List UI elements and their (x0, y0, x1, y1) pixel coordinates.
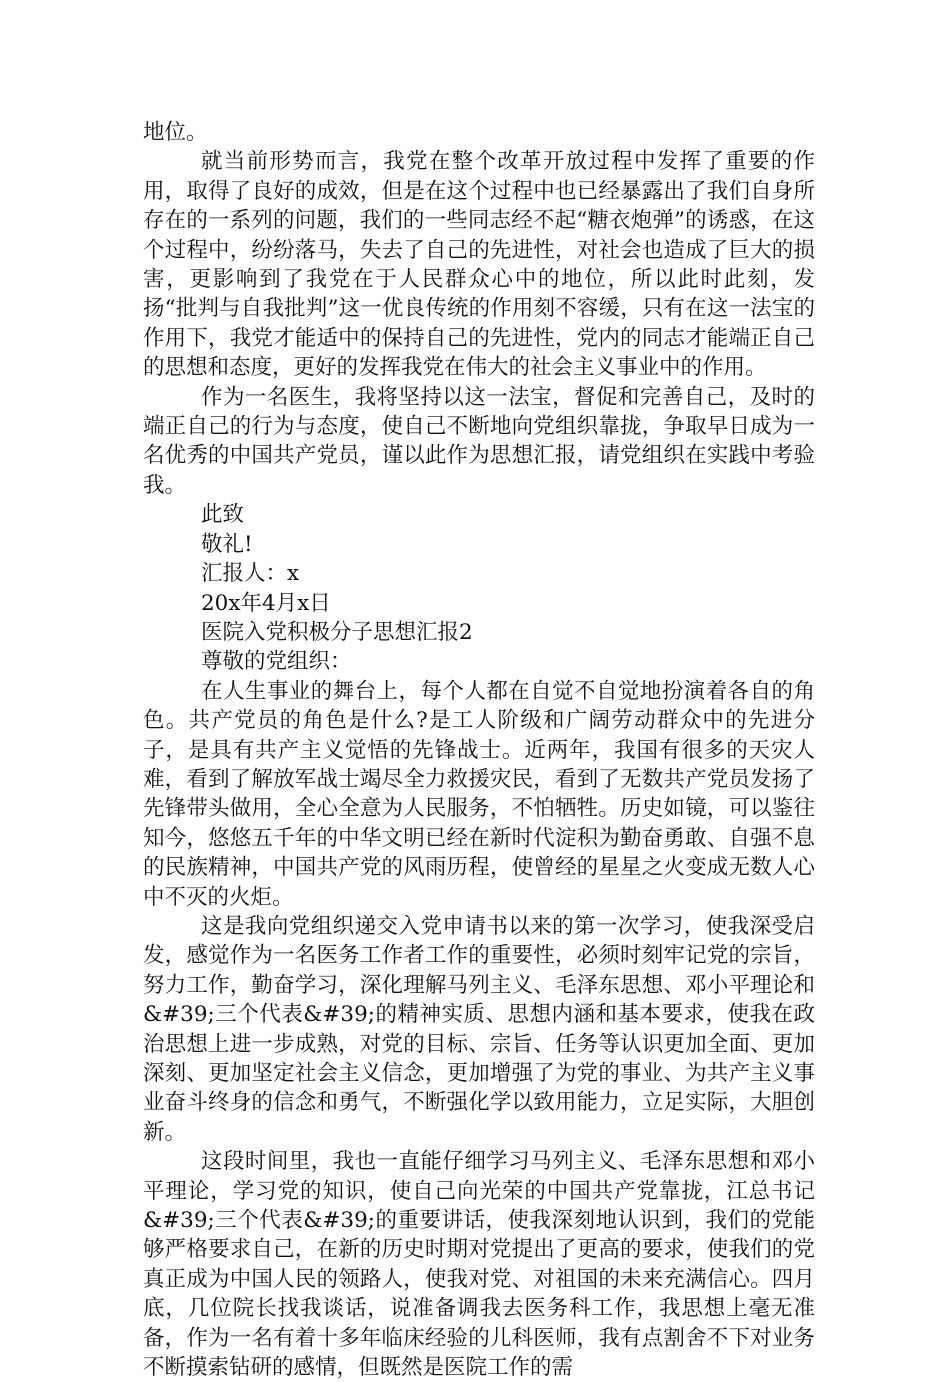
section-title: 医院入党积极分子思想汇报2 (201, 619, 473, 645)
paragraph-5: 这是我向党组织递交入党申请书以来的第一次学习，使我深受启发，感觉作为一名医务工作者工作的重要性，必须时刻牢记党的宗旨，努力工作，勤奋学习，深化理解马列主义、毛泽东思想、邓小平理论和&#39;三个代表&#39;的精神实质、思想内涵和基本要求，使我在政治思想上进一步成熟，对党的目标、宗旨、任务等认识更加全面、更加深刻、更加坚定社会主义信念，更加增强了为党的事业、为共产主义事业奋斗终身的信念和勇气，不断强化学以致用能力，立足实际，大胆创新。 (143, 913, 815, 1145)
paragraph-3: 作为一名医生，我将坚持以这一法宝，督促和完善自己，及时的端正自己的行为与态度，使自己不断地向党组织靠拢，争取早日成为一名优秀的中国共产党员，谨以此作为思想汇报，请党组织在实践中考验我。 (143, 384, 815, 498)
date-line: 20x年4月x日 (201, 590, 331, 616)
paragraph-4: 在人生事业的舞台上，每个人都在自觉不自觉地扮演着各自的角色。共产党员的角色是什么?是工人阶级和广阔劳动群众中的先进分子，是具有共产主义觉悟的先锋战士。近两年，我国有很多的天灾人难，看到了解放军战士竭尽全力救援灾民，看到了无数共产党员发扬了先锋带头做用，全心全意为人民服务，不怕牺牲。历史如镜，可以鉴往知今，悠悠五千年的中华文明已经在新时代淀积为勤奋勇敢、自强不息的民族精神，中国共产党的风雨历程，使曾经的星星之火变成无数人心中不灭的火炬。 (143, 678, 815, 910)
paragraph-1: 地位。 (143, 120, 208, 145)
closing-salutation: 此致 (201, 502, 245, 528)
document-page (143, 118, 815, 1382)
paragraph-6: 这段时间里，我也一直能仔细学习马列主义、毛泽东思想和邓小平理论，学习党的知识，使自己向光荣的中国共产党靠拢，江总书记&#39;三个代表&#39;的重要讲话，使我深刻地认识到，我们的党能够严格要求自己，在新的历史时期对党提出了更高的要求，使我们的党真正成为中国人民的领路人，使我对党、对祖国的未来充满信心。四月底，几位院长找我谈话，说准备调我去医务科工作，我思想上毫无准备，作为一名有着十多年临床经验的儿科医师，我有点割舍不下对业务不断摸索钻研的感情，但既然是医院工作的需 (143, 1149, 815, 1381)
reporter-line: 汇报人：x (201, 561, 300, 587)
greeting-line: 尊敬的党组织： (201, 649, 352, 675)
paragraph-2: 就当前形势而言，我党在整个改革开放过程中发挥了重要的作用，取得了良好的成效，但是在这个过程中也已经暴露出了我们自身所存在的一系列的问题，我们的一些同志经不起“糖衣炮弹”的诱惑，在这个过程中，纷纷落马，失去了自己的先进性，对社会也造成了巨大的损害，更影响到了我党在于人民群众心中的地位，所以此时此刻，发扬“批判与自我批判”这一优良传统的作用刻不容缓，只有在这一法宝的作用下，我党才能适中的保持自己的先进性，党内的同志才能端正自己的思想和态度，更好的发挥我党在伟大的社会主义事业中的作用。 (143, 149, 815, 381)
closing-regards: 敬礼! (201, 531, 253, 557)
